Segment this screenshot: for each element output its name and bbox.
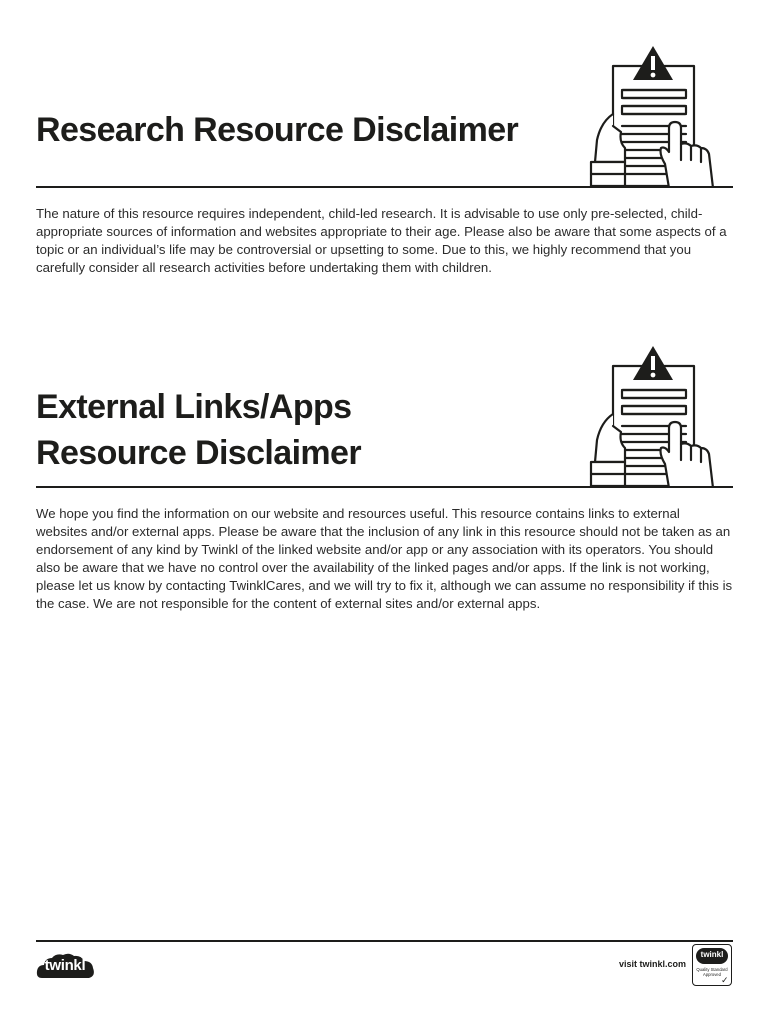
warning-triangle-icon bbox=[633, 46, 673, 80]
logo-text: twinkl bbox=[44, 957, 86, 974]
hand-holding-warning-document-icon bbox=[589, 44, 717, 188]
badge-logo-text: twinkl bbox=[700, 950, 724, 959]
research-disclaimer-section bbox=[36, 0, 733, 300]
research-disclaimer-body: The nature of this resource requires independent, child-led research. It is advisable to use only pre-selected, child-appropriate sources of information and websites appropriate to their age. Please also be aware that some aspects of a topic or an individual’s life may be controversial or upsetting to some. Due to this, we highly recommend that you carefully consider all research activities before undertaking them with children. bbox=[36, 206, 727, 275]
check-icon: ✓ bbox=[721, 975, 729, 985]
research-disclaimer-title: Research Resource Disclaimer bbox=[36, 111, 519, 149]
footer-divider bbox=[36, 940, 733, 942]
section-divider bbox=[36, 486, 733, 488]
external-links-title-line1: External Links/Apps bbox=[36, 388, 352, 426]
warning-triangle-icon bbox=[633, 346, 673, 380]
quality-standard-badge bbox=[692, 944, 732, 986]
visit-link[interactable]: visit twinkl.com bbox=[618, 959, 686, 969]
external-links-disclaimer-section bbox=[36, 300, 733, 630]
twinkl-logo[interactable] bbox=[36, 952, 96, 982]
section-divider bbox=[36, 186, 733, 188]
external-links-disclaimer-body: We hope you find the information on our website and resources useful. This resource contains links to external websites and/or external apps. Please be aware that the inclusion of any link in this resource should not be taken as an endorsement of any kind by Twinkl of the linked website and/or app or any association with its operators. You should also be aware that we have no control over the availability of the linked pages and/or apps. If the link is not working, please let us know by contacting TwinklCares, and we will try to fix it, although we can assume no responsibility if this is the case. We are not responsible for the content of external sites and/or external apps. bbox=[36, 506, 733, 611]
external-links-title-line2: Resource Disclaimer bbox=[36, 434, 361, 472]
badge-logo bbox=[696, 948, 728, 964]
badge-caption: Quality Standard Approved bbox=[696, 967, 728, 977]
hand-holding-warning-document-icon bbox=[589, 344, 717, 488]
